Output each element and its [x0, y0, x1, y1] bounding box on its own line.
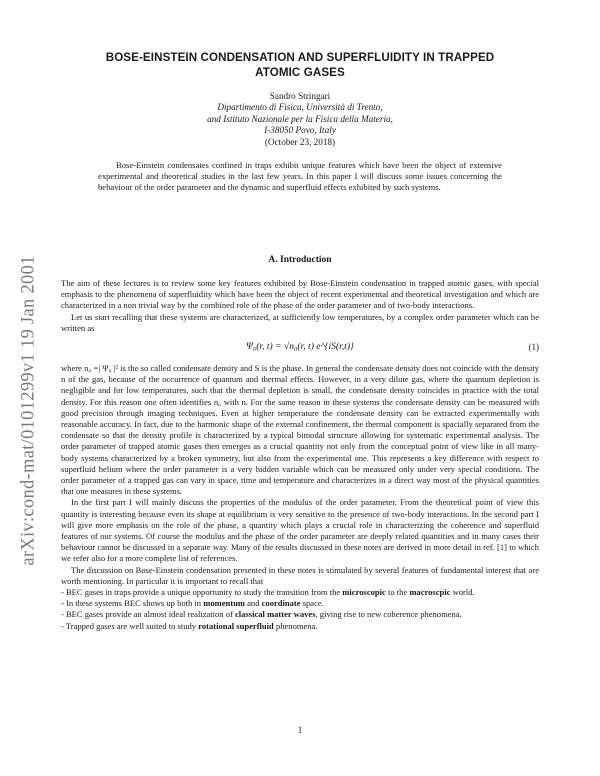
list-item-text: and [245, 598, 262, 609]
section-heading: A. Introduction [268, 255, 332, 265]
feature-list [61, 587, 539, 632]
affiliation-line-1: Dipartimento di Fisica, Università di Trento, [217, 102, 383, 113]
arxiv-identifier-text: arXiv:cond-mat/0101299v1 19 Jan 2001 [18, 254, 39, 566]
list-item-emphasis: momentum [203, 598, 245, 609]
equation-1 [61, 337, 539, 359]
paragraph-1: The aim of these lectures is to review some key features exhibited by Bose-Einstein condensation in trapped atomic gases, with special emphasis to the phenomena of superfluidity which have been the object of recent experimental and theoretical investigation and which are characterized in a non trivial way by the combined role of the phase of the order parameter and of two-body interactions. [61, 278, 539, 311]
affiliation-line-3: I-38050 Povo, Italy [264, 125, 336, 136]
list-item-text: phenomena. [273, 620, 318, 631]
list-item-emphasis: microscopic [342, 587, 386, 598]
list-item-text: space. [300, 598, 324, 609]
abstract [98, 160, 502, 193]
list-item [61, 621, 539, 632]
list-item [61, 587, 539, 598]
list-item-emphasis: rotational superfluid [198, 620, 274, 631]
paragraph-5: The discussion on Bose-Einstein condensation presented in these notes is stimulated by several features of fundamental interest that are worth mentioning. In particular it is important to recall that [61, 564, 539, 586]
page-number: 1 [297, 725, 303, 735]
title-line-1: BOSE-EINSTEIN CONDENSATION AND SUPERFLUIDITY IN TRAPPED [105, 51, 495, 64]
author-block [100, 91, 500, 148]
equation-text: Ψ₀(r, t) = √n₀(r, t) e^{iS(r,t)} [246, 341, 354, 353]
arxiv-side-identifier [14, 200, 44, 620]
list-item-text: to the [385, 587, 410, 598]
list-item-emphasis: coordinate [261, 598, 301, 609]
paragraph-2: Let us start recalling that these systems are characterized, at sufficiently low temperatures, by a complex order parameter which can be written as [61, 311, 539, 333]
body-text [61, 278, 539, 632]
list-item-emphasis: macroscpic [409, 587, 451, 598]
title-line-2: ATOMIC GASES [255, 66, 345, 79]
list-item-emphasis: classical matter waves [234, 609, 316, 620]
author-name: Sandro Stringari [269, 91, 331, 101]
list-item-text: world. [450, 587, 475, 598]
list-item-text: - BEC gases provide an almost ideal realization of [61, 609, 235, 620]
list-item-text: - In these systems BEC shows up both in [61, 598, 204, 609]
paper-title [60, 50, 540, 80]
list-item-text: , giving rise to new coherence phenomena. [315, 609, 462, 620]
paragraph-4: In the first part I will mainly discuss the properties of the modulus of the order parameter. From the theoretical point of view this quantity is interesting because even its shape at equilibrium is very sensitive to the presence of two-body interactions. In the second part I will give more emphasis on the role of the phase, a quantity which plays a crucial role in characterizing the coherence and superfluid features of our systems. Of course the modulus and the phase of the order parameter are deeply related quantities and in many cases their behaviour cannot be discussed in a separate way. Many of the results discussed in these notes are derived in more detail in ref. [1] to which we refer also for a more complete list of references. [61, 497, 539, 564]
equation-number: (1) [528, 342, 539, 353]
list-item [61, 598, 539, 609]
list-item-text: - BEC gases in traps provide a unique opportunity to study the transition from the [61, 587, 343, 598]
list-item-text: - Trapped gases are well suited to study [61, 620, 199, 631]
abstract-text: Bose-Einstein condensates confined in traps exhibit unique features which have been the object of extensive experimental and theoretical studies in the last few years. In this paper I will discuss some issues concerning the behaviour of the order parameter and the dynamic and superfluid effects exhibited by such systems. [98, 160, 502, 193]
paragraph-3: where n₀ =| Ψ₀ |² is the so called condensate density and S is the phase. In general the condensate density does not coincide with the density n of the gas, because of the occurrence of quantum and thermal effects. However, in a very dilute gas, where the quantum depletion is negligible and for low temperatures, such that the thermal depletion is small, the condensate density coincides in practice with the total density. For this reason one often identifies n₀ with n. For the same reason in these systems the condensate density can be measured with good precision through imaging techniques. Even at higher temperature the condensate density can be extracted experimentally with reasonable accuracy. In fact, due to the harmonic shape of the external confinement, the thermal component is spacially separated from the condensate so that the density profile is characterized by a typical bimodal structure allowing for systematic experimental analysis. The order parameter of trapped atomic gases then emerges as a crucial quantity not only from the conceptual point of view like in all many-body systems characterized by a broken symmetry, but also from the experimental one. This represents a key difference with respect to superfluid helium where the order parameter is a very hidden variable which can be measured only under very special conditions. The order parameter of a trapped gas can vary in space, time and temperature and characterizes in a direct way most of the physical quantities that one measures in these systems. [61, 363, 539, 497]
paper-date: (October 23, 2018) [264, 136, 336, 147]
affiliation-line-2: and Istituto Nazionale per la Fisica della Materia, [207, 113, 393, 124]
list-item [61, 609, 539, 620]
